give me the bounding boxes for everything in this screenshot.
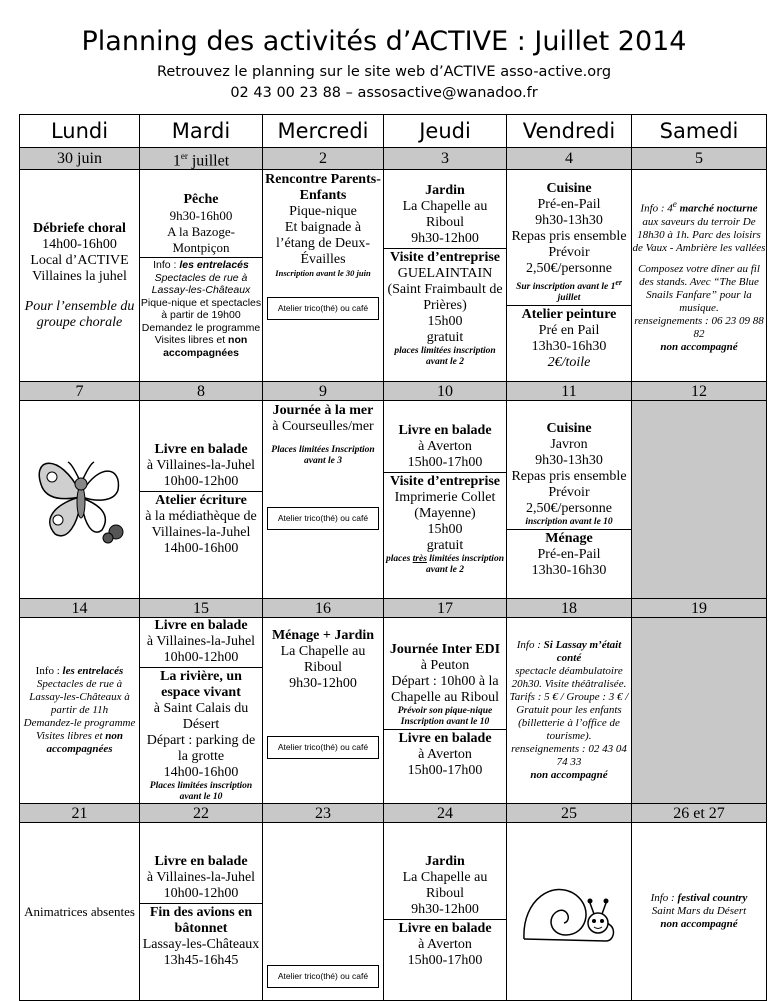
tricot-box: Atelier trico(thé) ou café bbox=[267, 507, 379, 530]
date-cell: 14 bbox=[20, 599, 140, 618]
activity-row-week4 bbox=[20, 823, 767, 1001]
date-cell: 5 bbox=[632, 148, 767, 170]
event-cell-mardi: Livre en balade à Villaines-la-Juhel 10h00-12h00 La rivière, un espace vivant à Saint Calais du Désert Départ : parking de la grotte 14h00-16h00 Places limitées inscription avant le 10 bbox=[140, 618, 263, 804]
date-cell: 25 bbox=[507, 804, 632, 823]
event-cell-mardi: Livre en balade à Villaines-la-Juhel 10h00-12h00 Fin des avions en bâtonnet Lassay-les-Châteaux 13h45-16h45 bbox=[140, 823, 263, 1001]
date-cell: 30 juin bbox=[20, 148, 140, 170]
day-header-samedi: Samedi bbox=[632, 115, 767, 148]
event-cell-samedi bbox=[632, 401, 767, 599]
event-cell-jeudi: Livre en balade à Averton 15h00-17h00 Visite d’entreprise Imprimerie Collet (Mayenne) 15h00 gratuit places très limitées inscription avant le 2 bbox=[384, 401, 507, 599]
event-cell-lundi: Débriefe choral 14h00-16h00 Local d’ACTIVE Villaines la juhel Pour l’ensemble du groupe chorale bbox=[20, 170, 140, 382]
event-cell-jeudi: Jardin La Chapelle au Riboul 9h30-12h00 Visite d’entreprise GUELAINTAIN (Saint Fraimbault de Prières) 15h00 gratuit places limitées inscription avant le 2 bbox=[384, 170, 507, 382]
date-cell: 3 bbox=[384, 148, 507, 170]
date-cell: 10 bbox=[384, 382, 507, 401]
activity-row-week2 bbox=[20, 401, 767, 599]
event-cell-vendredi bbox=[507, 823, 632, 1001]
activity-row-week1 bbox=[20, 170, 767, 382]
page-title: Planning des activités d’ACTIVE : Juillet 2014 bbox=[81, 26, 687, 57]
event-cell-mardi: Livre en balade à Villaines-la-Juhel 10h00-12h00 Atelier écriture à la médiathèque de Villaines-la-Juhel 14h00-16h00 bbox=[140, 401, 263, 599]
date-cell: 8 bbox=[140, 382, 263, 401]
event-cell-vendredi: Cuisine Javron 9h30-13h30 Repas pris ensemble Prévoir 2,50€/personne inscription avant le 10 Ménage Pré-en-Pail 13h30-16h30 bbox=[507, 401, 632, 599]
day-header-vendredi: Vendredi bbox=[507, 115, 632, 148]
tricot-box: Atelier trico(thé) ou café bbox=[267, 965, 379, 988]
day-header-row bbox=[20, 115, 767, 148]
tricot-box: Atelier trico(thé) ou café bbox=[267, 736, 379, 759]
date-cell: 7 bbox=[20, 382, 140, 401]
date-cell: 18 bbox=[507, 599, 632, 618]
day-header-lundi: Lundi bbox=[20, 115, 140, 148]
date-cell: 21 bbox=[20, 804, 140, 823]
schedule-table bbox=[19, 114, 767, 1001]
contact-line: 02 43 00 23 88 – assosactive@wanadoo.fr bbox=[230, 85, 538, 101]
date-row-week2 bbox=[20, 382, 767, 401]
date-row-week1 bbox=[20, 148, 767, 170]
date-cell: 16 bbox=[263, 599, 384, 618]
event-cell-samedi bbox=[632, 618, 767, 804]
event-cell-samedi: Info : 4e marché nocturne aux saveurs du terroir De 18h30 à 1h. Parc des loisirs de Vaux - Ambrière les vallées Composez votre dîner au fil des stands. Avec “The Blue Snails Fanfare” pour la musique. renseignements : 06 23 09 88 82 non accompagné bbox=[632, 170, 767, 382]
date-cell: 1er juillet bbox=[140, 148, 263, 170]
tricot-box: Atelier trico(thé) ou café bbox=[267, 297, 379, 320]
butterfly-illustration bbox=[30, 442, 130, 552]
date-cell: 24 bbox=[384, 804, 507, 823]
date-cell: 17 bbox=[384, 599, 507, 618]
event-cell-mardi: Pêche 9h30-16h00 A la Bazoge-Montpiçon Info : les entrelacés Spectacles de rue à Lassay-les-Châteaux Pique-nique et spectacles à partir de 19h00 Demandez le programme Visites libres et non accompagnées bbox=[140, 170, 263, 382]
date-cell: 23 bbox=[263, 804, 384, 823]
event-cell-jeudi: Journée Inter EDI à Peuton Départ : 10h00 à la Chapelle au Riboul Prévoir son pique-nique Inscription avant le 10 Livre en balade à Averton 15h00-17h00 bbox=[384, 618, 507, 804]
event-cell-vendredi: Cuisine Pré-en-Pail 9h30-13h30 Repas pris ensemble Prévoir 2,50€/personne Sur inscription avant le 1er juillet Atelier peinture Pré en Pail 13h30-16h30 2€/toile bbox=[507, 170, 632, 382]
event-cell-lundi: Animatrices absentes bbox=[20, 823, 140, 1001]
date-row-week3 bbox=[20, 599, 767, 618]
date-row-week4 bbox=[20, 804, 767, 823]
date-cell: 26 et 27 bbox=[632, 804, 767, 823]
website-line: Retrouvez le planning sur le site web d’ACTIVE asso-active.org bbox=[156, 64, 612, 80]
date-cell: 9 bbox=[263, 382, 384, 401]
activity-row-week3 bbox=[20, 618, 767, 804]
event-cell-mercredi bbox=[263, 823, 384, 1001]
date-cell: 11 bbox=[507, 382, 632, 401]
day-header-mercredi: Mercredi bbox=[263, 115, 384, 148]
event-cell-vendredi: Info : Si Lassay m’était conté spectacle déambulatoire 20h30. Visite théâtralisée. Tarifs : 5 € / Groupe : 3 € / Gratuit pour les enfants (billetterie à l’office de tourisme). renseignements : 02 43 04 74 33 non accompagné bbox=[507, 618, 632, 804]
snail-illustration bbox=[514, 859, 624, 959]
event-cell-jeudi: Jardin La Chapelle au Riboul 9h30-12h00 Livre en balade à Averton 15h00-17h00 bbox=[384, 823, 507, 1001]
date-cell: 15 bbox=[140, 599, 263, 618]
date-cell: 12 bbox=[632, 382, 767, 401]
date-cell: 19 bbox=[632, 599, 767, 618]
date-cell: 2 bbox=[263, 148, 384, 170]
event-cell-mercredi: Rencontre Parents-Enfants Pique-nique Et baignade à l’étang de Deux-Évailles Inscription avant le 30 juin Atelier trico(thé) ou café bbox=[263, 170, 384, 382]
event-cell-lundi: Info : les entrelacés Spectacles de rue à Lassay-les-Châteaux à partir de 11h Demandez-le programme Visites libres et non accompagnées bbox=[20, 618, 140, 804]
date-cell: 22 bbox=[140, 804, 263, 823]
event-cell-lundi bbox=[20, 401, 140, 599]
event-cell-mercredi: Ménage + Jardin La Chapelle au Riboul 9h30-12h00 Atelier trico(thé) ou café bbox=[263, 618, 384, 804]
event-cell-samedi: Info : festival country Saint Mars du Désert non accompagné bbox=[632, 823, 767, 1001]
event-cell-mercredi: Journée à la mer à Courseulles/mer Places limitées Inscription avant le 3 Atelier trico(thé) ou café bbox=[263, 401, 384, 599]
date-cell: 4 bbox=[507, 148, 632, 170]
day-header-jeudi: Jeudi bbox=[384, 115, 507, 148]
day-header-mardi: Mardi bbox=[140, 115, 263, 148]
